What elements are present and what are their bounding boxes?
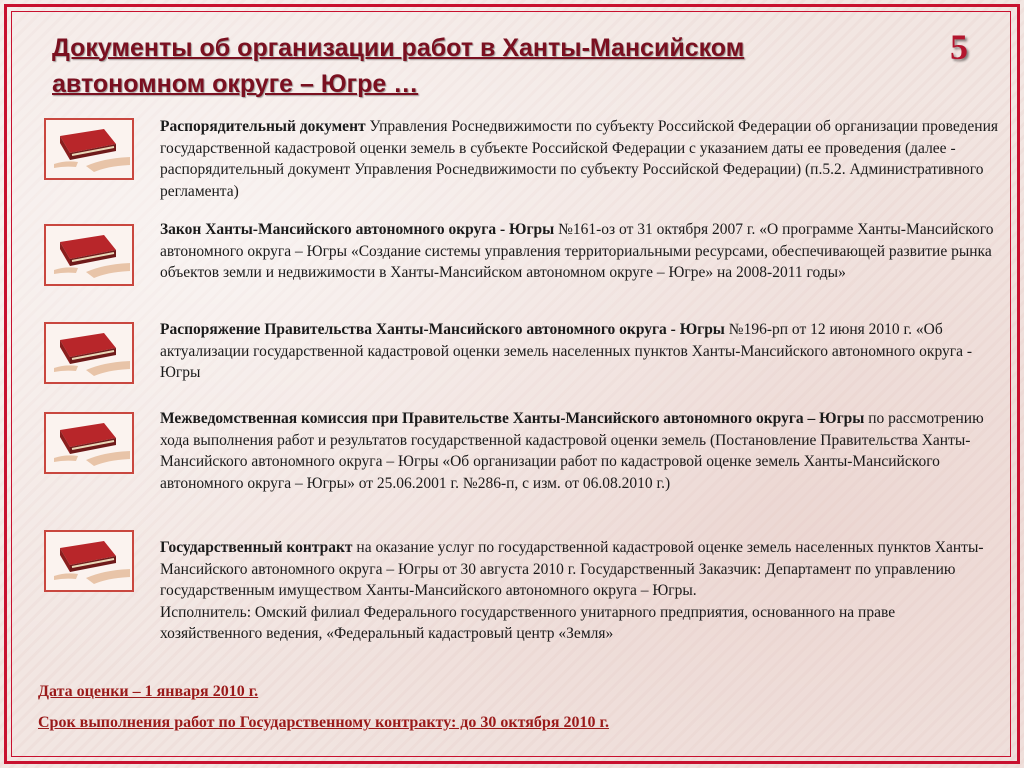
slide-title: Документы об организации работ в Ханты-Мансийском автономном округе – Югре … — [52, 34, 745, 98]
item-bold-lead: Межведомственная комиссия при Правительстве Ханты-Мансийского автономного округа – Югры — [160, 410, 865, 427]
item-text — [160, 537, 1000, 645]
item-text — [160, 219, 1000, 284]
book-in-hand-icon — [44, 530, 134, 592]
item-body: по рассмотрению хода выполнения работ и результатов государственной кадастровой оценки земель (Постановление Правительства Ханты-Мансийского автономного округа – Югры «Об организации работ по кадастровой оценке земель Ханты-Мансийского автономного округа – Югры» от 25.06.2001 г. №286-п, с изм. от 06.08.2010 г.) — [160, 410, 984, 492]
item-body: №161-оз от 31 октября 2007 г. «О программе Ханты-Мансийского автономного округа – Югры «Создание системы управления территориальными ресурсами, обеспечивающей развитие рынка объектов земли и недвижимости в Ханты-Мансийском автономном округе – Югре» на 2008-2011 годы» — [160, 221, 994, 282]
slide-number: 5 — [950, 27, 968, 67]
item-body: на оказание услуг по государственной кадастровой оценке земель населенных пунктов Ханты-Мансийского автономного округа – Югры от 30 августа 2010 г. Государственный Заказчик: Департамент по управлению государственным имуществом Ханты-Мансийского автономного округа – Югры. — [160, 539, 984, 600]
item-bold-lead: Закон Ханты-Мансийского автономного округа - Югры — [160, 221, 555, 238]
book-in-hand-icon — [44, 118, 134, 180]
item-bold-lead: Государственный контракт — [160, 539, 353, 556]
valuation-date-line: Дата оценки – 1 января 2010 г. — [38, 683, 259, 700]
deadline-line: Срок выполнения работ по Государственному контракту: до 30 октября 2010 г. — [38, 714, 609, 731]
book-in-hand-icon — [44, 322, 134, 384]
book-in-hand-icon — [44, 224, 134, 286]
item-extra: Исполнитель: Омский филиал Федерального государственного унитарного предприятия, основанного на праве хозяйственного ведения, «Федеральный кадастровый центр «Земля» — [160, 603, 896, 643]
book-in-hand-icon — [44, 412, 134, 474]
item-body: Управления Роснедвижимости по субъекту Российской Федерации об организации проведения государственной кадастровой оценки земель в субъекте Российской Федерации с указанием даты ее проведения (далее - распорядительный документ Управления Роснедвижимости по субъекту Российской Федерации) (п.5.2. Административного регламента) — [160, 118, 999, 200]
item-text — [160, 116, 1000, 202]
item-bold-lead: Распорядительный документ — [160, 118, 366, 135]
item-bold-lead: Распоряжение Правительства Ханты-Мансийского автономного округа - Югры — [160, 321, 725, 338]
item-body: №196-рп от 12 июня 2010 г. «Об актуализации государственной кадастровой оценки земель населенных пунктов Ханты-Мансийского автономного округа - Югры — [160, 321, 973, 382]
item-text — [160, 408, 1000, 494]
item-text — [160, 319, 1000, 384]
